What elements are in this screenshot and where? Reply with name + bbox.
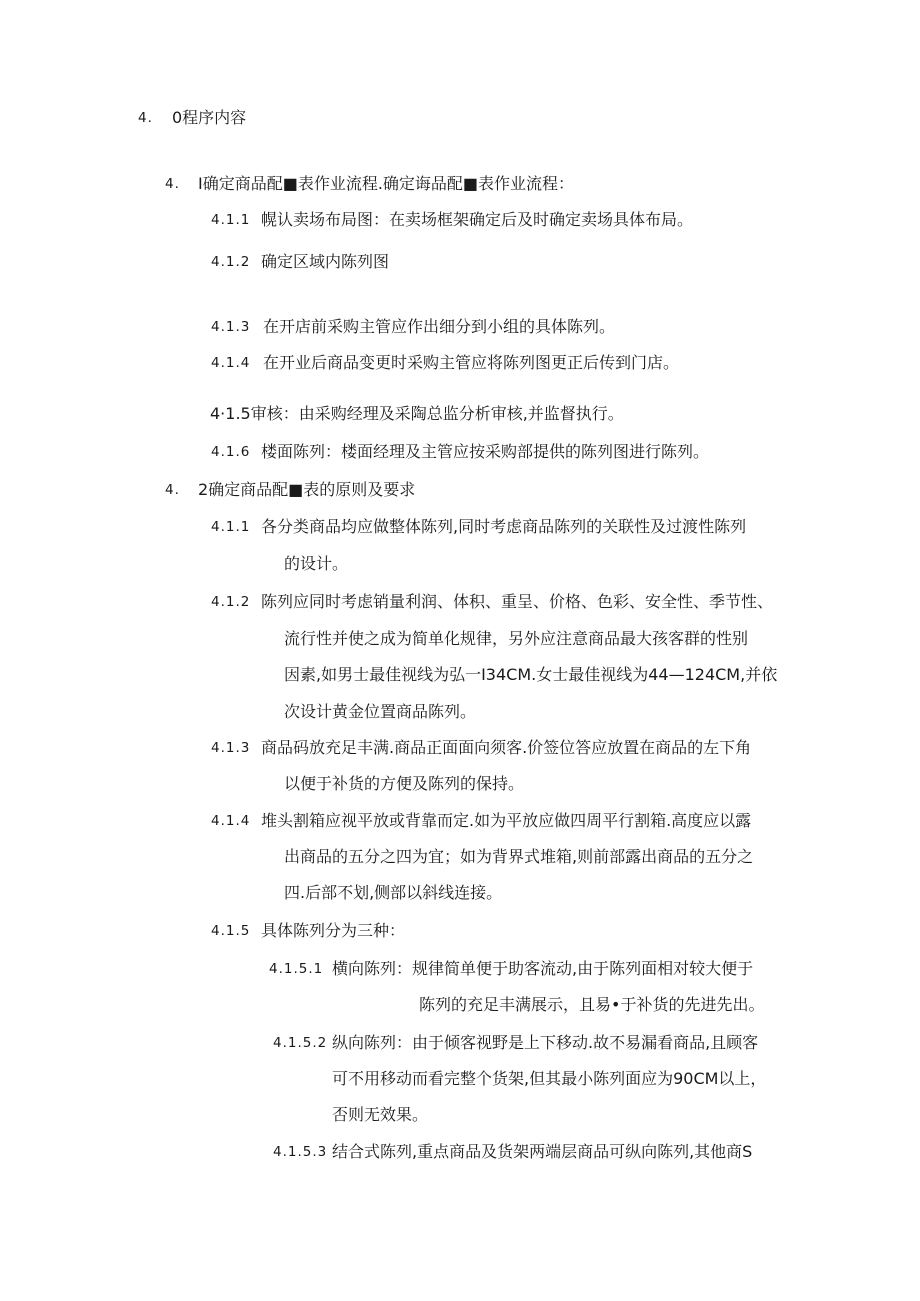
section-4-1-heading: I确定商品配■表作业流程.确定诲品配■表作业流程：	[198, 174, 575, 193]
item-4-1-5-text: 4·1.5审核：由采购经理及采陶总监分析审核,并监督执行。	[210, 404, 624, 423]
item-4-1-4-text: 在开业后商品变更时采购主管应将陈列图更正后传到门店。	[263, 353, 680, 372]
rule-4-1-3-line: 以便于补货的方便及陈列的保持。	[284, 774, 525, 793]
rule-4-1-5-1-line: 横向陈列：规律简单便于助客流动,由于陈列面相对较大便于	[332, 959, 754, 978]
rule-4-1-5-2-line: 可不用移动而看完整个货架,但其最小陈列面应为90CM以上，	[332, 1069, 767, 1088]
rule-4-1-5-3-text: 结合式陈列,重点商品及货架两端层商品可纵向陈列,其他商S	[332, 1142, 753, 1161]
rule-4-1-5-1-number: 4.1.5.1	[269, 961, 324, 977]
section-4-2-heading: 2确定商品配■表的原则及要求	[198, 480, 416, 499]
item-4-1-2-number: 4.1.2	[211, 254, 251, 270]
rule-4-1-1-number: 4.1.1	[211, 519, 251, 535]
section-4-2-number: 4.	[165, 482, 180, 498]
item-4-1-3-text: 在开店前采购主管应作出细分到小组的具体陈列。	[263, 317, 616, 336]
rule-4-1-5-3-number: 4.1.5.3	[273, 1144, 328, 1160]
rule-4-1-4-line: 四.后部不划,侧部以斜线连接。	[284, 883, 503, 902]
rule-4-1-4-line: 堆头割箱应视平放或背靠而定.如为平放应做四周平行割箱.高度应以露	[261, 811, 752, 830]
item-4-1-3-number: 4.1.3	[211, 319, 251, 335]
rule-4-1-2-line: 陈列应同时考虑销量利润、体积、重呈、价格、色彩、安全性、季节性、	[261, 592, 774, 611]
item-4-1-2-text: 确定区域内陈列图	[261, 252, 390, 271]
rule-4-1-1-line: 各分类商品均应做整体陈列,同时考虑商品陈列的关联性及过渡性陈列	[261, 517, 747, 536]
rule-4-1-2-line: 次设计黄金位置商品陈列。	[284, 702, 477, 721]
section-4-0-number: 4.	[138, 110, 153, 126]
rule-4-1-2-line: 流行性并使之成为简单化规律，另外应注意商品最大孩客群的性别	[284, 629, 749, 648]
rule-4-1-5-number: 4.1.5	[211, 923, 251, 939]
rule-4-1-5-2-line: 纵向陈列：由于倾客视野是上下移动.故不易漏看商品,且顾客	[332, 1033, 759, 1052]
rule-4-1-5-2-line: 否则无效果。	[332, 1105, 429, 1124]
rule-4-1-5-1-line: 陈列的充足丰满展示，且易•于补货的先进先出。	[419, 995, 765, 1014]
rule-4-1-1-line: 的设计。	[284, 554, 349, 573]
rule-4-1-4-number: 4.1.4	[211, 813, 251, 829]
rule-4-1-5-text: 具体陈列分为三种：	[261, 921, 406, 940]
item-4-1-6-number: 4.1.6	[211, 444, 251, 460]
rule-4-1-3-line: 商品码放充足丰满.商品正面面向须客.价签位答应放置在商品的左下角	[261, 738, 752, 757]
rule-4-1-5-2-number: 4.1.5.2	[273, 1035, 328, 1051]
section-4-0-heading: 0程序内容	[172, 108, 247, 127]
rule-4-1-3-number: 4.1.3	[211, 740, 251, 756]
item-4-1-4-number: 4.1.4	[211, 355, 251, 371]
rule-4-1-2-line: 因素,如男士最佳视线为弘一I34CM.女士最佳视线为44—124CM,并依	[284, 665, 778, 684]
item-4-1-6-text: 楼面陈列：楼面经理及主管应按采购部提供的陈列图进行陈列。	[261, 442, 710, 461]
section-4-1-number: 4.	[165, 176, 180, 192]
rule-4-1-4-line: 出商品的五分之四为宜；如为背界式堆箱,则前部露出商品的五分之	[284, 847, 754, 866]
item-4-1-1-text: 幌认卖场布局图：在卖场框架确定后及时确定卖场具体布局。	[261, 210, 694, 229]
rule-4-1-2-number: 4.1.2	[211, 594, 251, 610]
item-4-1-1-number: 4.1.1	[211, 212, 251, 228]
